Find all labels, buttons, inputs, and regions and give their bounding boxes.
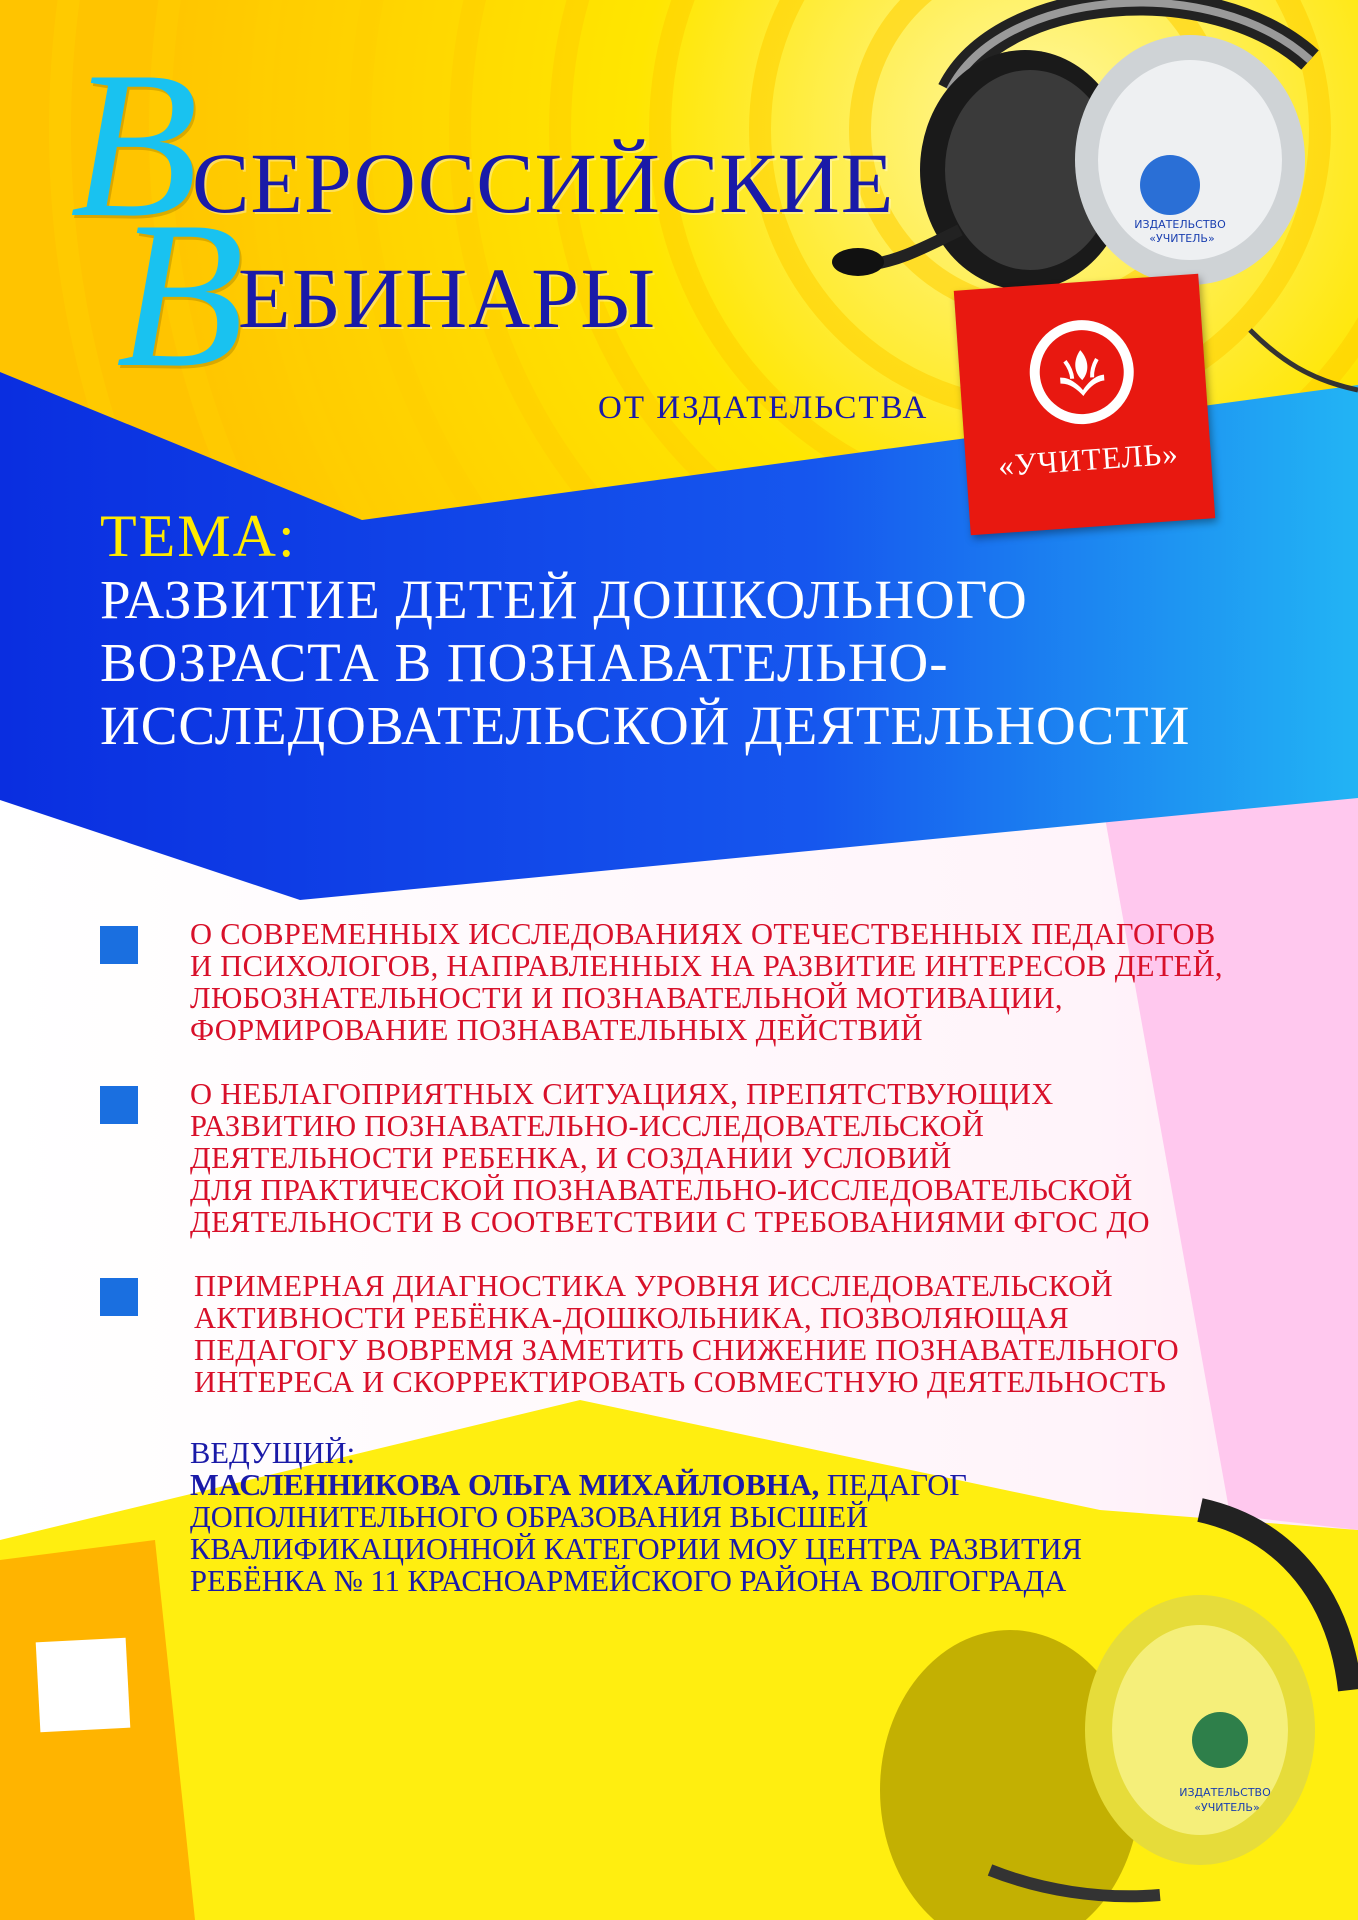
topic-title-line: РАЗВИТИЕ ДЕТЕЙ ДОШКОЛЬНОГО bbox=[100, 569, 1028, 630]
topic-label: ТЕМА: bbox=[100, 503, 297, 569]
presenter-block bbox=[190, 1437, 1250, 1597]
bullet-line: О СОВРЕМЕННЫХ ИССЛЕДОВАНИЯХ ОТЕЧЕСТВЕННЫХ ПЕДАГОГОВ bbox=[190, 917, 1216, 951]
presenter-name: МАСЛЕННИКОВА ОЛЬГА МИХАЙЛОВНА, bbox=[190, 1468, 820, 1502]
bullet-line: ДЕЯТЕЛЬНОСТИ В СООТВЕТСТВИИ С ТРЕБОВАНИЯМИ ФГОС ДО bbox=[190, 1205, 1150, 1239]
topic-title-line: ВОЗРАСТА В ПОЗНАВАТЕЛЬНО- bbox=[100, 632, 949, 693]
presenter-line: ДОПОЛНИТЕЛЬНОГО ОБРАЗОВАНИЯ ВЫСШЕЙ bbox=[190, 1500, 869, 1534]
headset-label-line1: ИЗДАТЕЛЬСТВО bbox=[1179, 1786, 1271, 1799]
bullet-line: АКТИВНОСТИ РЕБЁНКА-ДОШКОЛЬНИКА, ПОЗВОЛЯЮЩАЯ bbox=[194, 1301, 1069, 1335]
from-publisher-label: ОТ ИЗДАТЕЛЬСТВА bbox=[598, 390, 929, 426]
bullet-text bbox=[190, 1078, 1280, 1238]
headset-label-line2: «УЧИТЕЛЬ» bbox=[1194, 1801, 1260, 1814]
bullet-line: ФОРМИРОВАНИЕ ПОЗНАВАТЕЛЬНЫХ ДЕЙСТВИЙ bbox=[190, 1013, 923, 1047]
bullet-line: ИНТЕРЕСА И СКОРРЕКТИРОВАТЬ СОВМЕСТНУЮ ДЕЯТЕЛЬНОСТЬ bbox=[194, 1365, 1167, 1399]
publisher-name: «УЧИТЕЛЬ» bbox=[996, 435, 1180, 484]
bullet-line: РАЗВИТИЮ ПОЗНАВАТЕЛЬНО-ИССЛЕДОВАТЕЛЬСКОЙ bbox=[190, 1109, 985, 1143]
topic-title bbox=[100, 568, 1330, 757]
brand-rest-2: ЕБИНАРЫ bbox=[238, 250, 657, 346]
bullet-square-icon bbox=[100, 1278, 138, 1316]
bullet-item bbox=[100, 1078, 1280, 1238]
topic-title-line: ИССЛЕДОВАТЕЛЬСКОЙ ДЕЯТЕЛЬНОСТИ bbox=[100, 695, 1191, 756]
bullet-line: ПЕДАГОГУ ВОВРЕМЯ ЗАМЕТИТЬ СНИЖЕНИЕ ПОЗНАВАТЕЛЬНОГО bbox=[194, 1333, 1179, 1367]
bullet-line: ПРИМЕРНАЯ ДИАГНОСТИКА УРОВНЯ ИССЛЕДОВАТЕЛЬСКОЙ bbox=[194, 1269, 1113, 1303]
bullet-text bbox=[190, 918, 1280, 1046]
bullet-item bbox=[100, 918, 1280, 1046]
presenter-line: КВАЛИФИКАЦИОННОЙ КАТЕГОРИИ МОУ ЦЕНТРА РАЗВИТИЯ bbox=[190, 1532, 1082, 1566]
publisher-logo-icon bbox=[1026, 317, 1137, 428]
bullet-text bbox=[194, 1270, 1280, 1398]
presenter-line: РЕБЁНКА № 11 КРАСНОАРМЕЙСКОГО РАЙОНА ВОЛГОГРАДА bbox=[190, 1564, 1067, 1598]
presenter-role-start: ПЕДАГОГ bbox=[819, 1468, 967, 1502]
brand-initial-2: В bbox=[116, 179, 245, 411]
bullet-square-icon bbox=[100, 926, 138, 964]
bullet-line: ДЛЯ ПРАКТИЧЕСКОЙ ПОЗНАВАТЕЛЬНО-ИССЛЕДОВАТЕЛЬСКОЙ bbox=[190, 1173, 1133, 1207]
bullet-line: О НЕБЛАГОПРИЯТНЫХ СИТУАЦИЯХ, ПРЕПЯТСТВУЮЩИХ bbox=[190, 1077, 1054, 1111]
bullet-list bbox=[100, 918, 1280, 1430]
bullet-line: И ПСИХОЛОГОВ, НАПРАВЛЕННЫХ НА РАЗВИТИЕ ИНТЕРЕСОВ ДЕТЕЙ, bbox=[190, 949, 1223, 983]
brand-rest-1: СЕРОССИЙСКИЕ bbox=[192, 135, 895, 231]
bullet-line: ЛЮБОЗНАТЕЛЬНОСТИ И ПОЗНАВАТЕЛЬНОЙ МОТИВАЦИИ, bbox=[190, 981, 1063, 1015]
presenter-first-line bbox=[190, 1469, 1250, 1501]
presenter-label: ВЕДУЩИЙ: bbox=[190, 1436, 356, 1470]
publisher-logo bbox=[954, 274, 1215, 535]
bullet-item bbox=[100, 1270, 1280, 1398]
headset-label-line1: ИЗДАТЕЛЬСТВО bbox=[1134, 218, 1226, 231]
brand-initial-1: В bbox=[70, 29, 199, 261]
bullet-line: ДЕЯТЕЛЬНОСТИ РЕБЕНКА, И СОЗДАНИИ УСЛОВИЙ bbox=[190, 1141, 952, 1175]
bullet-square-icon bbox=[100, 1086, 138, 1124]
headset-label-line2: «УЧИТЕЛЬ» bbox=[1149, 232, 1215, 245]
